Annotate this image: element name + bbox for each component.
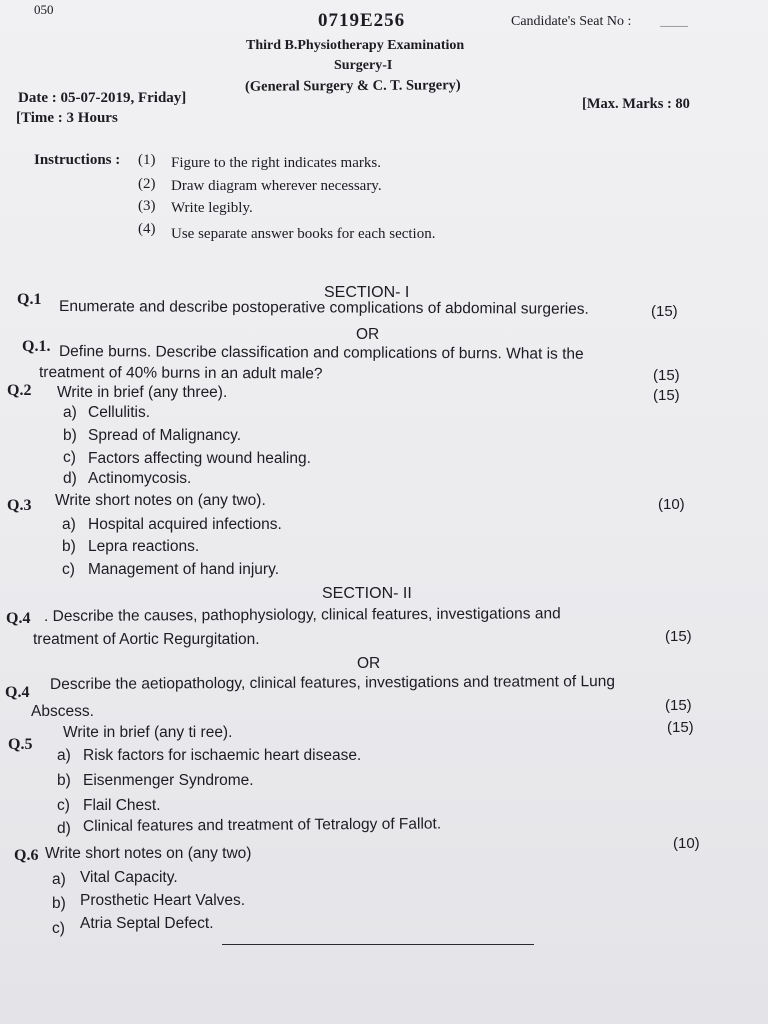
subject-title: Surgery-I xyxy=(334,58,393,73)
question-number: Q.6 xyxy=(14,847,39,864)
or-divider: OR xyxy=(357,655,381,672)
exam-time: [Time : 3 Hours xyxy=(16,110,118,126)
question-marks: (15) xyxy=(651,303,678,320)
sub-item-letter: d) xyxy=(63,470,77,487)
instruction-num: (2) xyxy=(138,176,156,192)
sub-item-letter: b) xyxy=(62,538,76,555)
sub-item-letter: a) xyxy=(62,516,76,533)
sub-item-text: Flail Chest. xyxy=(83,797,161,814)
subject-subtitle: (General Surgery & C. T. Surgery) xyxy=(244,77,461,95)
question-marks: (10) xyxy=(658,496,685,513)
sub-item-letter: c) xyxy=(57,797,70,814)
sub-item-letter: c) xyxy=(63,449,76,466)
sub-item-letter: c) xyxy=(52,920,65,937)
question-marks: (15) xyxy=(653,367,680,384)
question-number: Q.3 xyxy=(7,497,32,514)
question-text: Write short notes on (any two). xyxy=(55,492,266,509)
paper-code: 0719E256 xyxy=(318,10,406,31)
section-1-title: SECTION- I xyxy=(324,284,410,301)
instruction-num: (4) xyxy=(138,221,156,237)
exam-title: Third B.Physiotherapy Examination xyxy=(246,38,465,53)
question-text-line2: treatment of 40% burns in an adult male? xyxy=(38,364,323,383)
seat-blank: ____ xyxy=(660,14,688,29)
sub-item-text: Management of hand injury. xyxy=(88,561,279,578)
instruction-num: (1) xyxy=(138,152,156,168)
question-text-line2: treatment of Aortic Regurgitation. xyxy=(33,631,260,648)
sub-item-letter: c) xyxy=(62,561,75,578)
sub-item-text: Actinomycosis. xyxy=(88,470,192,487)
or-divider: OR xyxy=(356,326,380,343)
instruction-text: Write legibly. xyxy=(171,200,253,216)
sub-item-text: Spread of Malignancy. xyxy=(88,427,242,444)
sub-item-text: Eisenmenger Syndrome. xyxy=(83,772,254,789)
sub-item-text: Prosthetic Heart Valves. xyxy=(80,892,246,909)
question-number: Q.4 xyxy=(6,610,31,627)
sub-item-letter: b) xyxy=(57,772,71,789)
sub-item-text: Cellulitis. xyxy=(88,404,151,421)
sub-item-letter: b) xyxy=(63,427,77,444)
sub-item-text: Risk factors for ischaemic heart disease. xyxy=(83,747,362,764)
question-number: Q.2 xyxy=(7,382,32,399)
sub-item-letter: a) xyxy=(63,404,77,421)
instruction-text: Use separate answer books for each section. xyxy=(171,226,436,242)
sub-item-text: Atria Septal Defect. xyxy=(80,915,214,932)
question-marks: (15) xyxy=(667,719,694,736)
instruction-num: (3) xyxy=(138,198,156,214)
max-marks: [Max. Marks : 80 xyxy=(582,96,690,112)
section-2-title: SECTION- II xyxy=(322,585,412,602)
question-text-line1: Define burns. Describe classification and complications of burns. What is the xyxy=(58,343,584,363)
question-marks: (10) xyxy=(673,835,700,852)
sub-item-letter: a) xyxy=(52,871,66,888)
sub-item-text: Vital Capacity. xyxy=(80,869,178,886)
sub-item-text: Hospital acquired infections. xyxy=(88,516,282,533)
sub-item-letter: d) xyxy=(57,820,71,837)
question-number: Q.4 xyxy=(5,684,30,701)
instruction-text: Figure to the right indicates marks. xyxy=(171,155,381,171)
question-marks: (15) xyxy=(665,628,692,645)
end-divider xyxy=(222,944,534,945)
sub-item-letter: a) xyxy=(57,747,71,764)
question-marks: (15) xyxy=(653,387,680,404)
corner-code: 050 xyxy=(34,2,54,17)
question-number: Q.1 xyxy=(17,291,42,308)
exam-date: Date : 05-07-2019, Friday] xyxy=(18,90,187,106)
sub-item-text: Lepra reactions. xyxy=(88,538,200,555)
instruction-text: Draw diagram wherever necessary. xyxy=(171,178,382,194)
question-text-line1: Describe the aetiopathology, clinical features, investigations and treatment of Lung xyxy=(49,673,615,693)
sub-item-text: Factors affecting wound healing. xyxy=(88,450,311,467)
question-text: Write in brief (any ti ree). xyxy=(63,724,233,741)
question-marks: (15) xyxy=(665,697,692,714)
question-number: Q.1. xyxy=(22,338,51,355)
seat-label: Candidate's Seat No : xyxy=(511,14,632,29)
sub-item-text: Clinical features and treatment of Tetralogy of Fallot. xyxy=(82,815,442,835)
question-text: Write short notes on (any two) xyxy=(45,845,252,862)
instructions-label: Instructions : xyxy=(34,152,121,168)
question-number: Q.5 xyxy=(8,736,33,753)
question-text-line1: . Describe the causes, pathophysiology, clinical features, investigations and xyxy=(43,605,561,625)
question-text-line2: Abscess. xyxy=(31,703,94,720)
question-text: Write in brief (any three). xyxy=(57,384,228,401)
sub-item-letter: b) xyxy=(52,895,66,912)
question-text: Enumerate and describe postoperative complications of abdominal surgeries. xyxy=(58,298,589,318)
